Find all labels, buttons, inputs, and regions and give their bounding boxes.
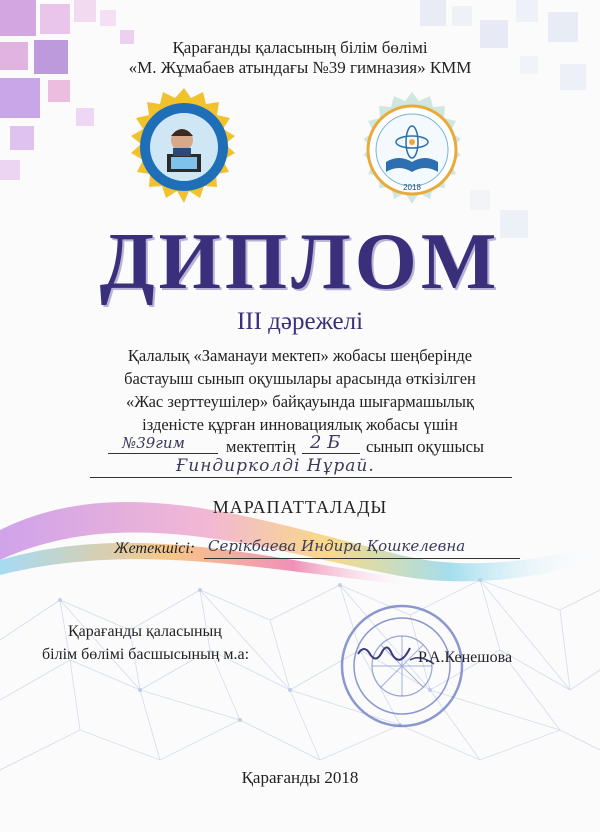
emblem-year: 2018 — [403, 183, 421, 192]
signer-name: Р.А.Кенешова — [418, 649, 513, 666]
signatory-org-line-2: білім бөлімі басшысының м.а: — [42, 646, 250, 663]
diploma-title: ДИПЛОМ — [99, 218, 501, 306]
class-handwritten: 2 Б — [310, 432, 341, 453]
supervisor-label: Жетекшісі: — [114, 540, 196, 557]
class-blank — [302, 434, 360, 456]
student-name-blank — [90, 456, 512, 480]
city-year: Қарағанды 2018 — [241, 768, 359, 787]
supervisor-name-handwritten: Серікбаева Индира Қошкелевна — [208, 537, 466, 555]
signatory-org-line-1: Қарағанды қаласының — [68, 623, 222, 640]
body-line-4: ізденісте құрған инновациялық жобасы үшін — [142, 415, 458, 434]
supervisor-name-blank — [204, 537, 520, 559]
school-blank — [108, 434, 218, 456]
body-line-3: «Жас зерттеушілер» байқауында шығармашылық — [125, 392, 475, 411]
body-line-1: Қалалық «Заманауи мектеп» жобасы шеңберінде — [127, 346, 473, 365]
award-text: МАРАПАТТАЛАДЫ — [212, 497, 388, 517]
organization-line-2: «М. Жұмабаев атындағы №39 гимназия» КММ — [128, 58, 472, 77]
body-line-2: бастауыш сынып оқушылары арасында өткізілген — [124, 369, 476, 388]
organization-line-1: Қарағанды қаласының білім бөлімі — [172, 38, 428, 57]
school-handwritten: №39гим — [122, 434, 185, 452]
diploma-degree: ІІІ дәрежелі — [236, 308, 364, 335]
gymnasium-emblem-icon — [125, 88, 243, 206]
class-label: сынып оқушысы — [366, 437, 484, 456]
school-label: мектептің — [226, 437, 296, 456]
student-name-handwritten: Ғиндирколді Нұрай. — [176, 456, 375, 476]
